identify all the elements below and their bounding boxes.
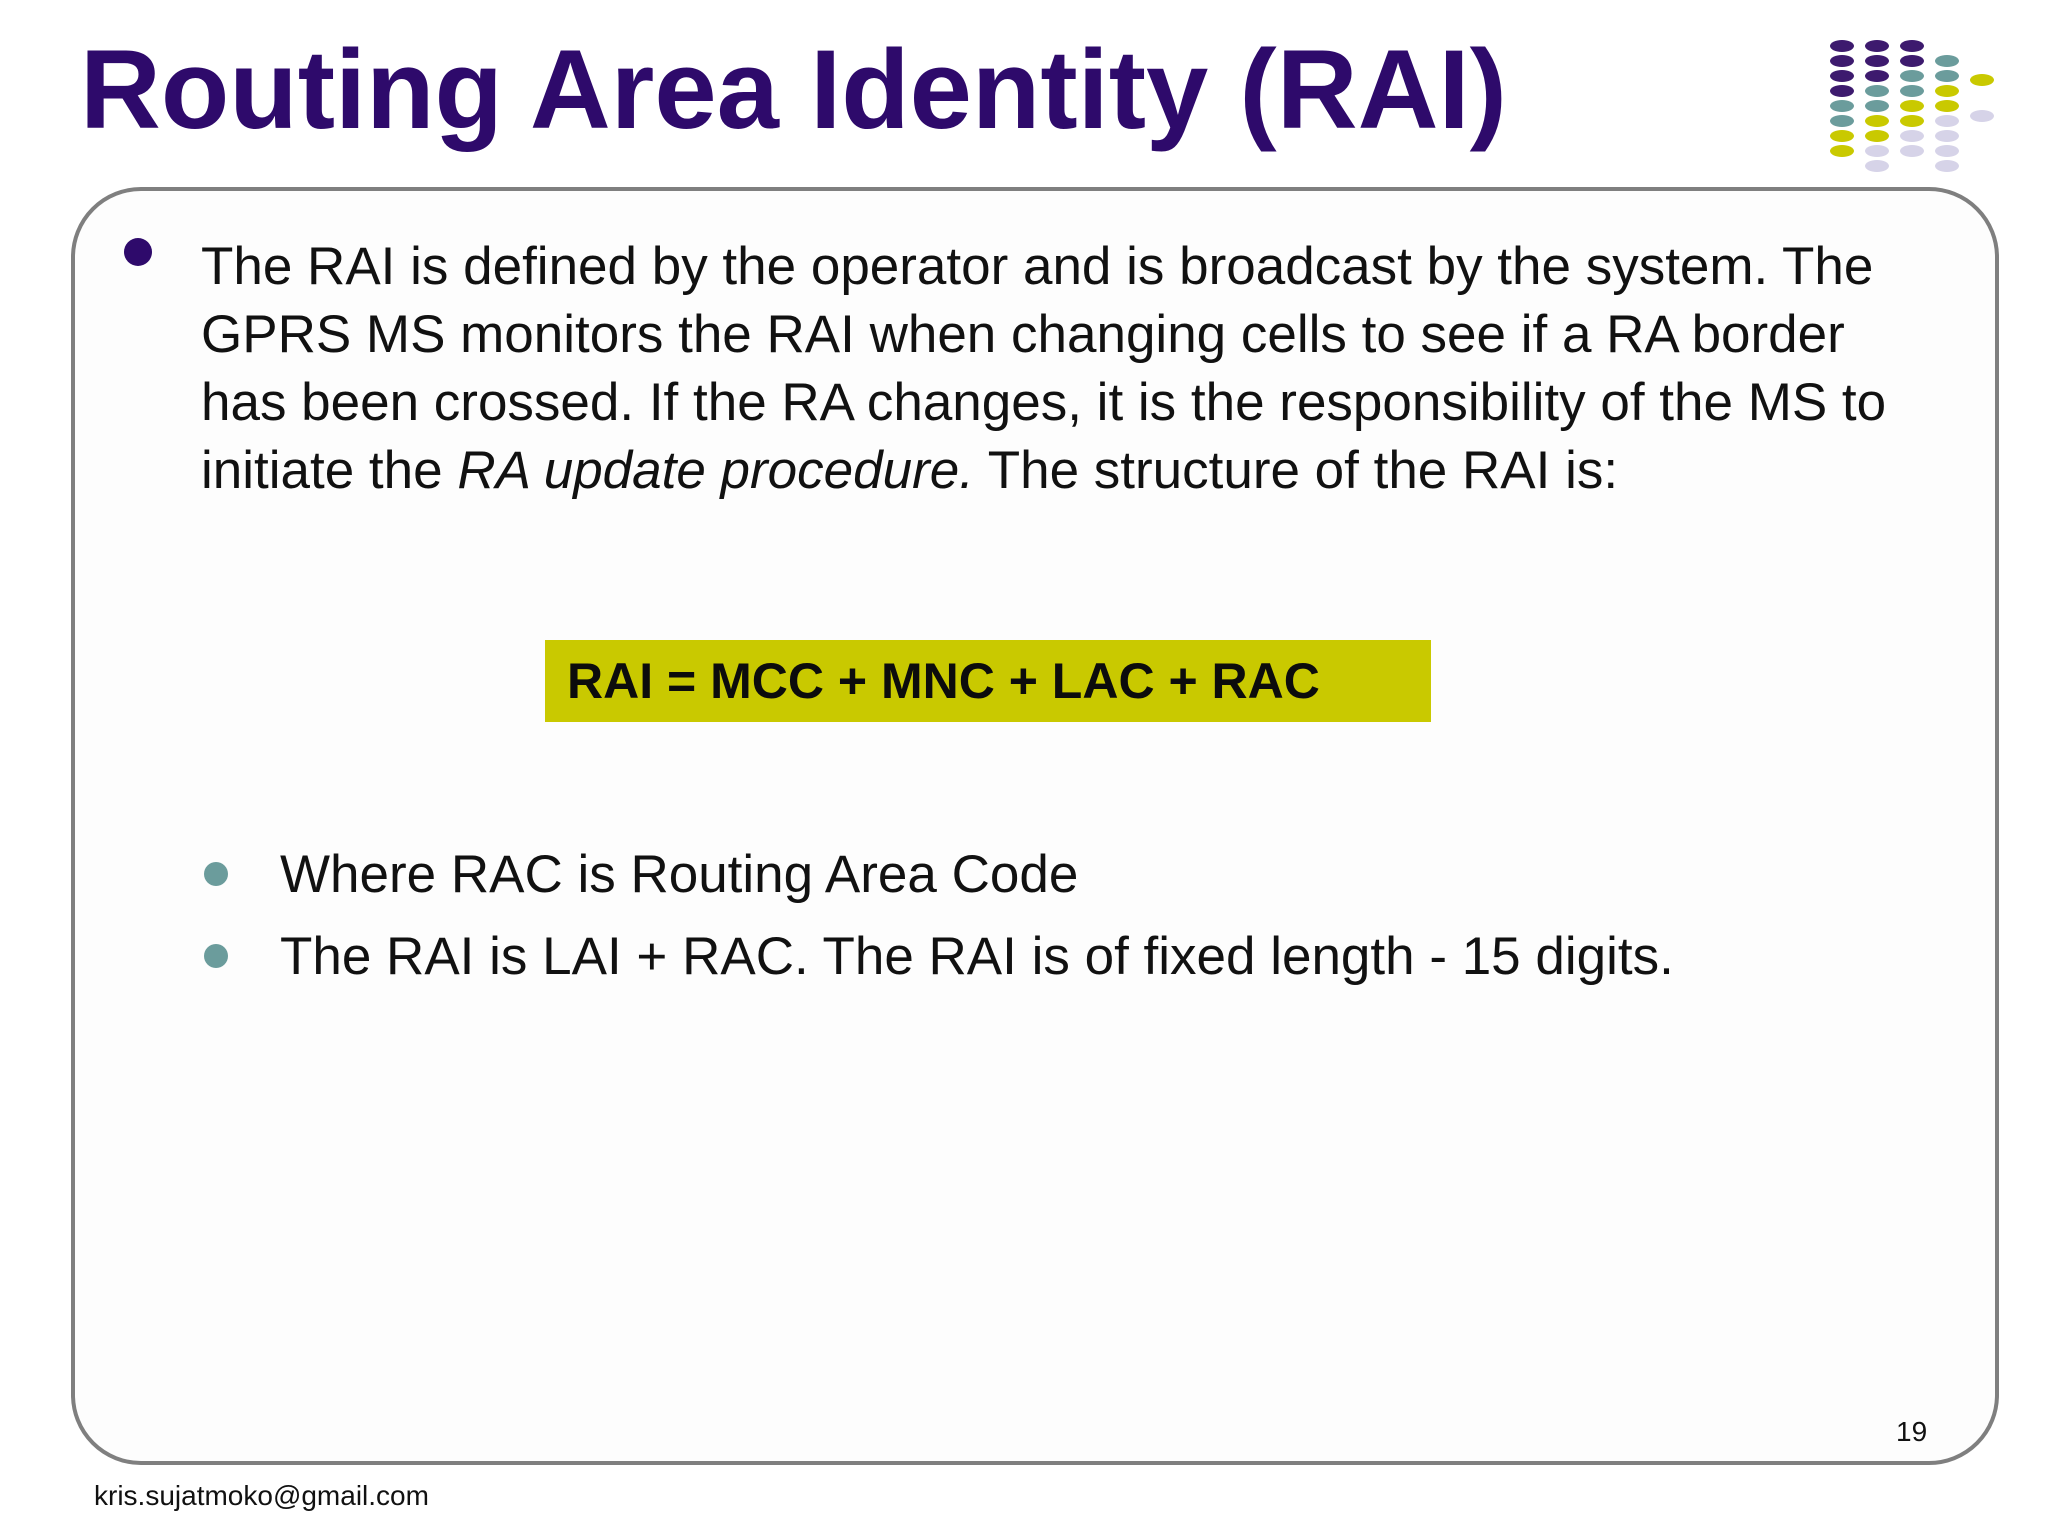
main-text-part-2: The structure of the RAI is: [973,441,1619,500]
sub-bullet-text-2: The RAI is LAI + RAC. The RAI is of fixed length - 15 digits. [280,927,1674,986]
formula-text: RAI = MCC + MNC + LAC + RAC [567,653,1320,709]
footer-email: kris.sujatmoko@gmail.com [94,1480,429,1511]
formula-box [545,640,1431,722]
sub-bullet-text-1: Where RAC is Routing Area Code [280,845,1079,904]
bullet-icon [124,238,152,266]
main-paragraph [201,233,1941,505]
sub-bullet-icon [204,944,228,968]
main-text-part-1: The RAI is defined by the operator and is broadcast by the system. The GPRS MS monitors the RAI when changing cells to see if a RA border has been crossed. If the RA changes, it is the responsibility of the MS to initiate the [201,237,1887,500]
main-text-italic: RA update procedure. [457,441,974,500]
page-number: 19 [1896,1416,1928,1447]
slide-title: Routing Area Identity (RAI) [80,27,1507,152]
sub-bullet-icon [204,862,228,886]
decorative-dot-grid [1828,38,2028,178]
